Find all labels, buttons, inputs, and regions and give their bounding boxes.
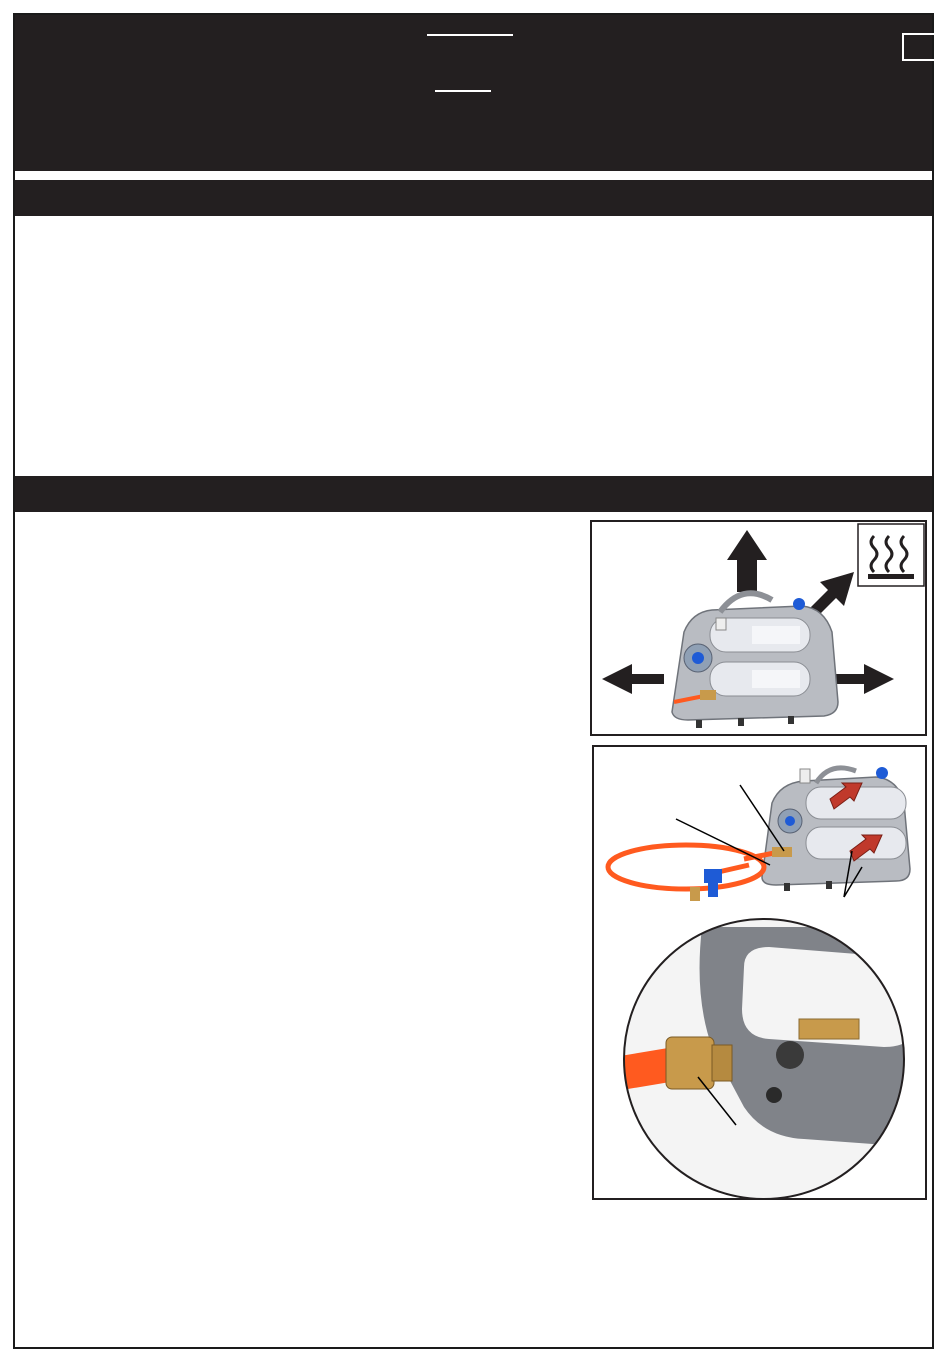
page-number-box [902, 33, 944, 61]
section-1-bar [15, 180, 932, 216]
detail-coupling [614, 917, 924, 1198]
arrow-up [727, 530, 767, 592]
heater-unit-small [762, 767, 910, 891]
title-underline-1 [427, 34, 513, 36]
heater-unit [672, 593, 838, 728]
arrow-left [602, 664, 664, 694]
callout-line-1 [676, 819, 770, 865]
section-2-bar [15, 476, 932, 512]
gas-hose [608, 845, 792, 901]
arrow-right [834, 664, 894, 694]
figure-clearance-illustration [592, 522, 925, 734]
blue-valve-icon [704, 869, 722, 897]
page-header [15, 15, 932, 171]
figure-hose-illustration [594, 747, 925, 1198]
figure-clearance [590, 520, 927, 736]
hot-surface-warning-icon [858, 524, 924, 586]
figure-hose-connection [592, 745, 927, 1200]
title-underline-2 [435, 90, 491, 92]
